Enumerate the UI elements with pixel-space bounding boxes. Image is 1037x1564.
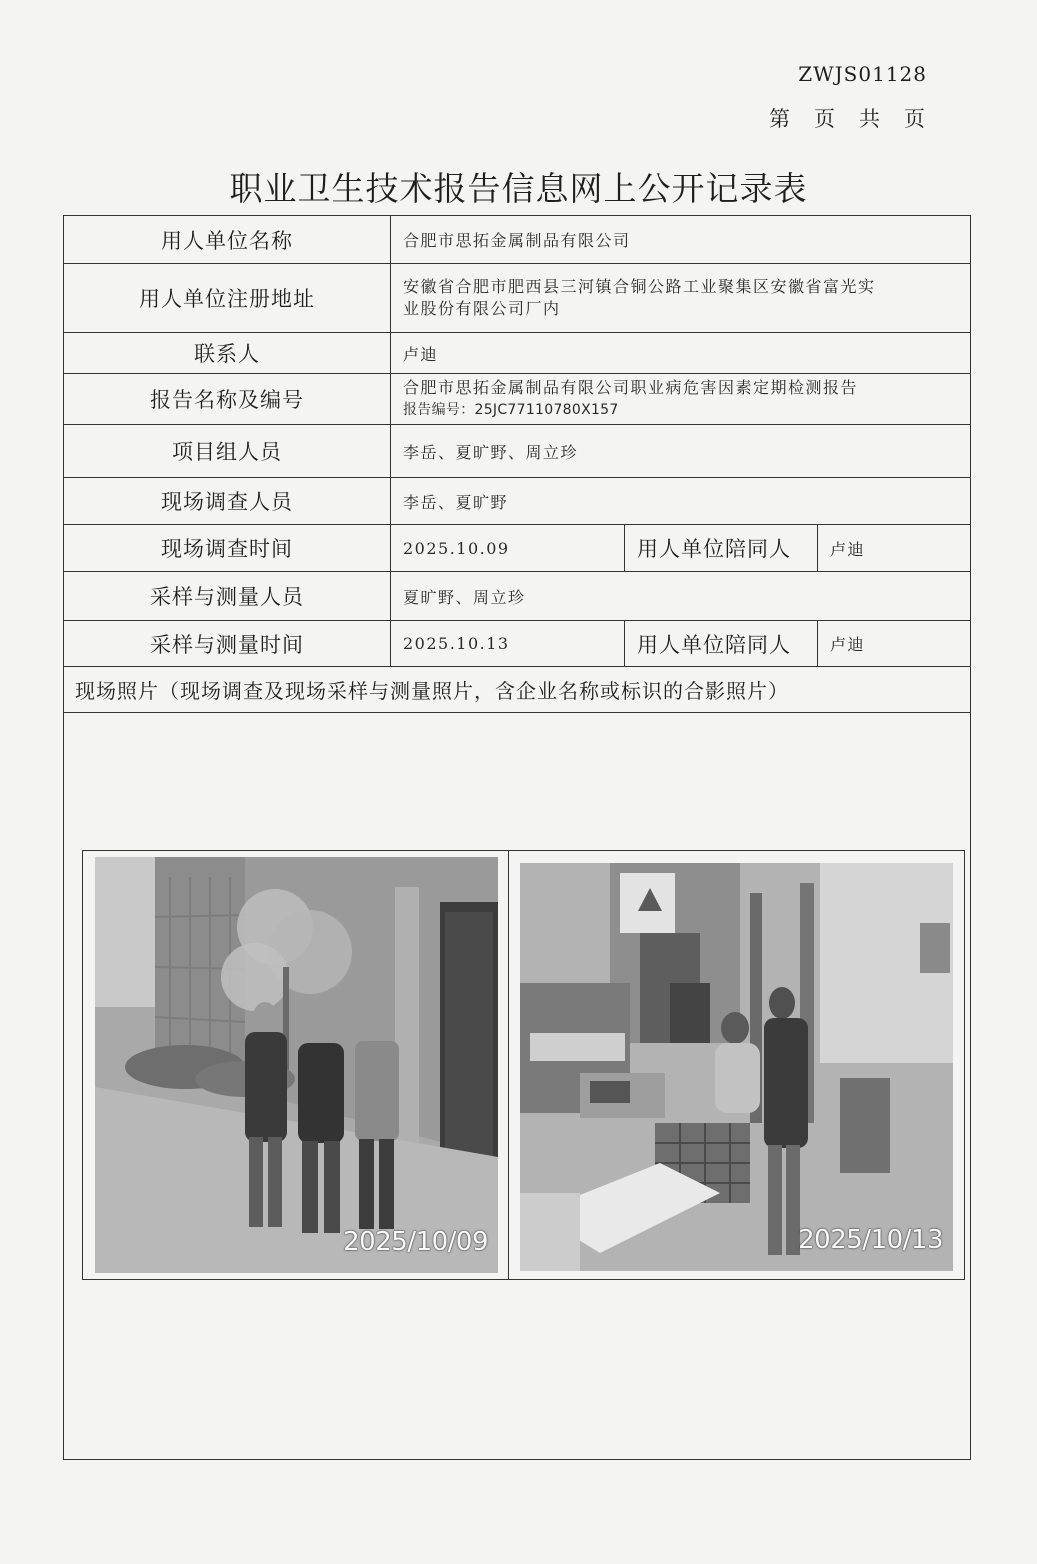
photo-section-header: 现场照片（现场调查及现场采样与测量照片，含企业名称或标识的合影照片） bbox=[64, 667, 970, 713]
row-registered-address bbox=[64, 264, 970, 333]
row-sampling-staff bbox=[64, 572, 970, 621]
sampling-time-label: 采样与测量时间 bbox=[64, 621, 391, 666]
sampling-staff-value: 夏旷野、周立珍 bbox=[403, 587, 526, 607]
row-survey-time bbox=[64, 525, 970, 572]
page-label: 共 bbox=[859, 107, 882, 131]
page-label: 第 bbox=[769, 107, 792, 131]
page-label: 页 bbox=[904, 107, 927, 131]
survey-staff-value: 李岳、夏旷野 bbox=[403, 492, 509, 512]
site-survey-photo-image bbox=[95, 857, 498, 1273]
contact-label: 联系人 bbox=[64, 333, 391, 373]
page-label: 页 bbox=[814, 107, 837, 131]
sampling-photo-image bbox=[520, 863, 953, 1271]
page-indicator bbox=[747, 103, 927, 133]
survey-escort-label: 用人单位陪同人 bbox=[627, 525, 818, 571]
page-title: 职业卫生技术报告信息网上公开记录表 bbox=[229, 169, 808, 208]
site-survey-photo bbox=[95, 857, 498, 1273]
row-report bbox=[64, 374, 970, 425]
employer-name-value: 合肥市思拓金属制品有限公司 bbox=[403, 231, 631, 250]
sampling-photo bbox=[520, 863, 953, 1271]
survey-staff-label: 现场调查人员 bbox=[64, 478, 391, 524]
registered-address-line: 业股份有限公司厂内 bbox=[403, 299, 561, 318]
photo-divider bbox=[508, 851, 509, 1279]
survey-time-label: 现场调查时间 bbox=[64, 525, 391, 571]
row-project-team bbox=[64, 425, 970, 478]
survey-escort-value: 卢迪 bbox=[830, 539, 866, 559]
row-contact bbox=[64, 333, 970, 374]
row-sampling-time bbox=[64, 621, 970, 667]
registered-address-value bbox=[391, 264, 970, 332]
row-survey-staff bbox=[64, 478, 970, 525]
project-team-label: 项目组人员 bbox=[64, 425, 391, 477]
report-name: 合肥市思拓金属制品有限公司职业病危害因素定期检测报告 bbox=[403, 378, 859, 397]
report-value bbox=[391, 374, 970, 424]
sampling-time-value: 2025.10.13 bbox=[391, 621, 625, 666]
photo-date-stamp: 2025/10/09 bbox=[343, 1227, 488, 1257]
document-code: ZWJS01128 bbox=[798, 62, 927, 86]
report-label: 报告名称及编号 bbox=[64, 374, 391, 424]
project-team-value: 李岳、夏旷野、周立珍 bbox=[403, 442, 579, 462]
record-form-table bbox=[63, 215, 971, 1460]
registered-address-line: 安徽省合肥市肥西县三河镇合铜公路工业聚集区安徽省富光实 bbox=[403, 277, 876, 296]
row-employer-name bbox=[64, 216, 970, 264]
sampling-staff-label: 采样与测量人员 bbox=[64, 572, 391, 620]
registered-address-label: 用人单位注册地址 bbox=[64, 264, 391, 332]
sampling-escort-label: 用人单位陪同人 bbox=[627, 621, 818, 666]
contact-value: 卢迪 bbox=[403, 344, 439, 364]
employer-name-label: 用人单位名称 bbox=[64, 216, 391, 263]
sampling-escort-value: 卢迪 bbox=[830, 635, 866, 654]
photo-date-stamp: 2025/10/13 bbox=[798, 1225, 943, 1255]
survey-time-value: 2025.10.09 bbox=[391, 525, 625, 571]
photo-frame bbox=[82, 850, 965, 1280]
report-number: 报告编号：25JC77110780X157 bbox=[403, 402, 619, 418]
